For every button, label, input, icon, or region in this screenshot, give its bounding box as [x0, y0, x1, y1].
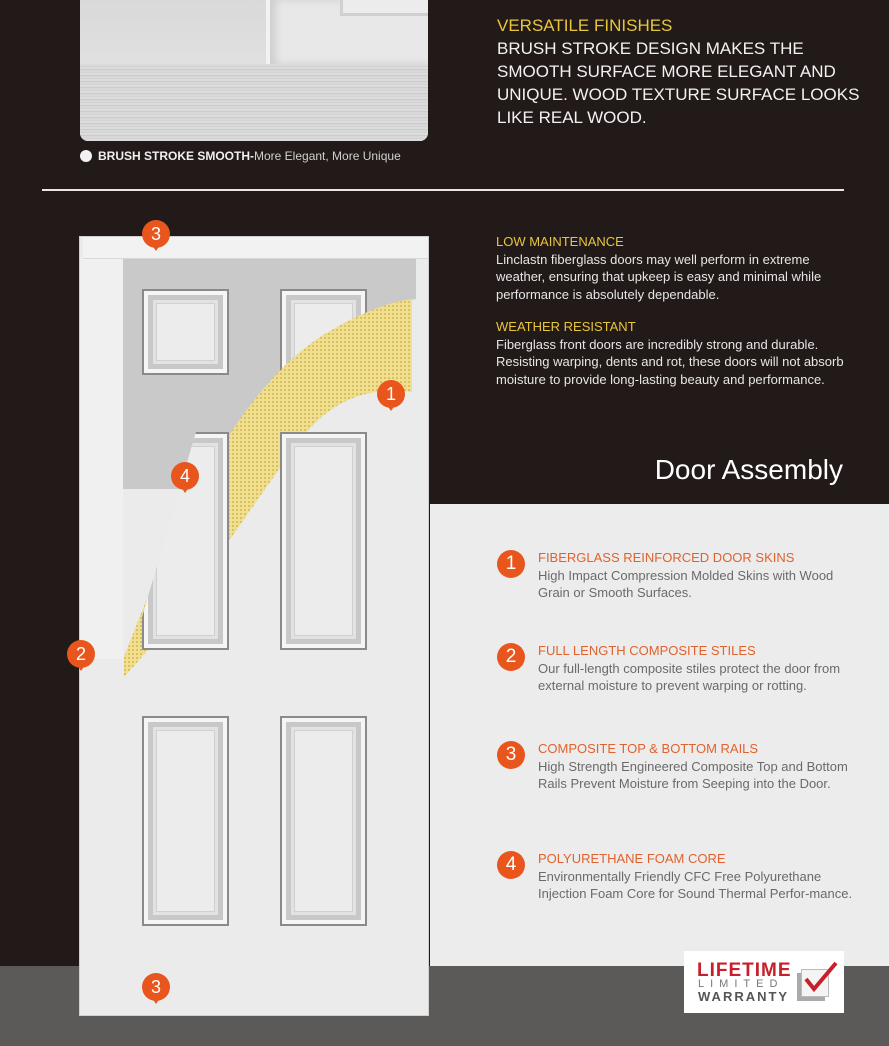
caption-bold: BRUSH STROKE SMOOTH- [98, 149, 254, 163]
brush-stroke-finish-photo [80, 0, 428, 141]
warranty-line3: WARRANTY [698, 989, 790, 1004]
finish-caption [80, 149, 401, 163]
number-badge: 3 [497, 741, 525, 769]
number-badge: 1 [497, 550, 525, 578]
door-cutaway-illustration [79, 236, 429, 1016]
warranty-line2: LIMITED [698, 978, 784, 990]
warranty-line1: LIFETIME [697, 960, 792, 981]
item-body: Environmentally Friendly CFC Free Polyurethane Injection Foam Core for Sound Thermal Perfor-mance. [538, 869, 853, 901]
feature-heading: WEATHER RESISTANT [496, 319, 636, 334]
caption-text: More Elegant, More Unique [254, 149, 401, 163]
number-badge: 2 [497, 643, 525, 671]
item-body: Our full-length composite stiles protect the door from external moisture to prevent warping or rotting. [538, 661, 841, 693]
item-heading: COMPOSITE TOP & BOTTOM RAILS [538, 741, 759, 756]
item-heading: FULL LENGTH COMPOSITE STILES [538, 643, 756, 658]
versatile-finishes-heading: VERSATILE FINISHES [497, 16, 673, 35]
feature-low-maintenance [496, 233, 856, 303]
pin-bottom-rail: 3 [142, 973, 170, 1001]
item-body: High Impact Compression Molded Skins with Wood Grain or Smooth Surfaces. [538, 568, 834, 600]
item-body: High Strength Engineered Composite Top and Bottom Rails Prevent Moisture from Seeping into the Door. [538, 759, 848, 791]
lifetime-warranty-badge [684, 951, 844, 1013]
feature-body: Fiberglass front doors are incredibly strong and durable. Resisting warping, dents and rot, these doors will not absorb moisture to provide long-lasting beauty and performance. [496, 336, 844, 387]
photo-brush-strokes [80, 66, 428, 141]
pin-top-rail: 3 [142, 220, 170, 248]
item-heading: FIBERGLASS REINFORCED DOOR SKINS [538, 550, 795, 565]
pin-stile: 2 [67, 640, 95, 668]
feature-weather-resistant [496, 318, 856, 388]
number-badge: 4 [497, 851, 525, 879]
pin-foam-core: 4 [171, 462, 199, 490]
door-panel [142, 716, 229, 926]
item-heading: POLYURETHANE FOAM CORE [538, 851, 726, 866]
feature-body: Linclastn fiberglass doors may well perform in extreme weather, ensuring that upkeep is easy and minimal while performance is absolutely dependable. [496, 251, 822, 302]
section-divider [42, 189, 844, 191]
versatile-finishes-body: BRUSH STROKE DESIGN MAKES THE SMOOTH SURFACE MORE ELEGANT AND UNIQUE. WOOD TEXTURE SURFACE LOOKS LIKE REAL WOOD. [497, 39, 860, 127]
photo-panel-inner [340, 0, 428, 16]
pin-door-skin: 1 [377, 380, 405, 408]
bullet-dot-icon [80, 150, 92, 162]
door-panel [280, 716, 367, 926]
checkmark-icon [800, 959, 840, 995]
door-assembly-title: Door Assembly [654, 454, 843, 485]
feature-heading: LOW MAINTENANCE [496, 234, 624, 249]
door-skin-cutaway [80, 237, 429, 1016]
door-panel [280, 432, 367, 650]
versatile-finishes-block [497, 14, 867, 129]
